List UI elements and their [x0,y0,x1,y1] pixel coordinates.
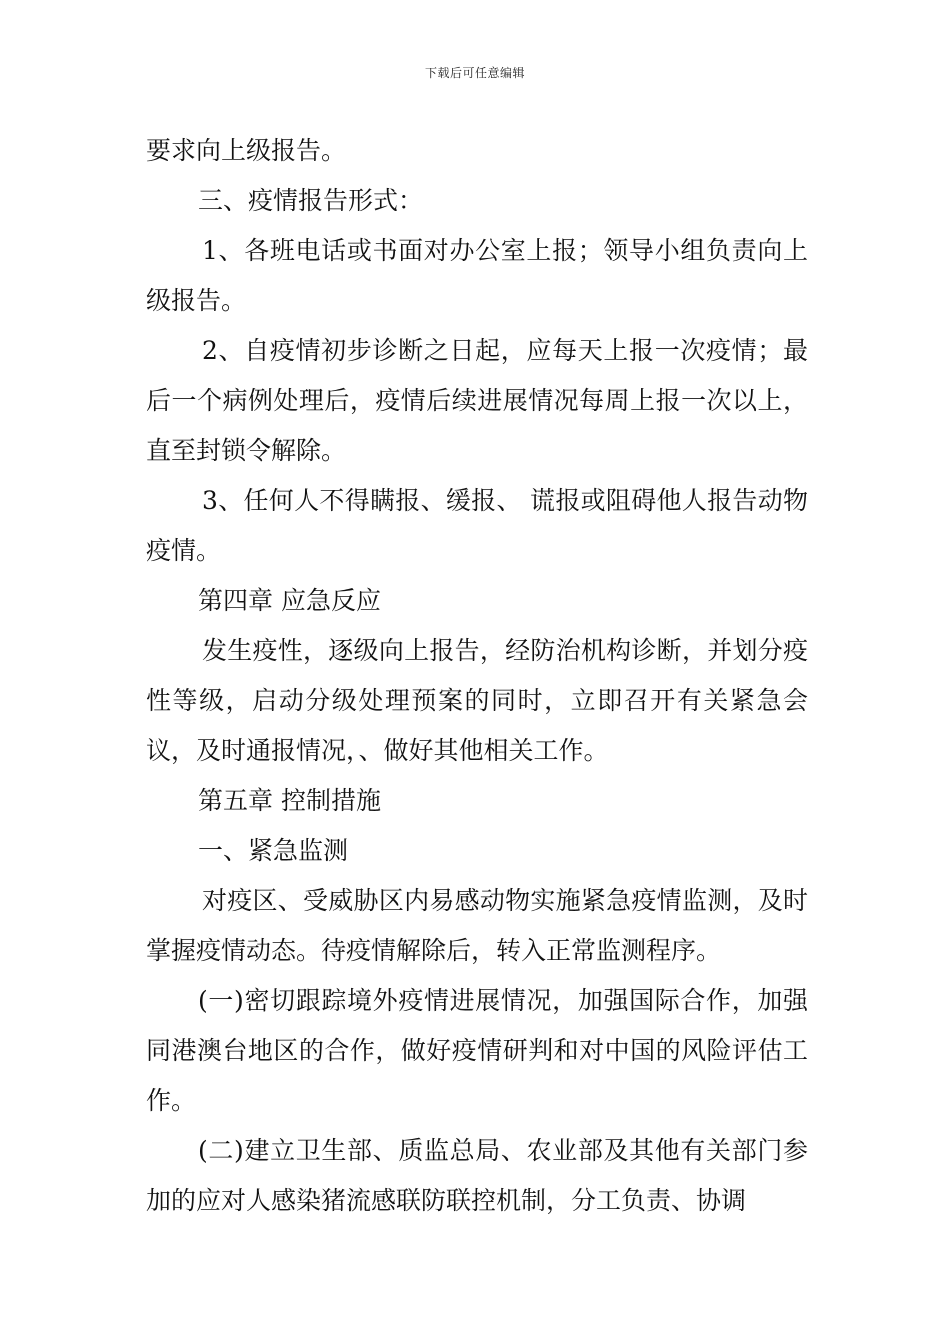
paragraph: 3、任何人不得瞒报、缓报、 谎报或阻碍他人报告动物疫情。 [146,486,808,565]
paragraph: (二)建立卫生部、质监总局、农业部及其他有关部门参加的应对人感染猪流感联防联控机制，分工负责、协调 [146,1136,808,1215]
paragraph: 对疫区、受威胁区内易感动物实施紧急疫情监测，及时掌握疫情动态。待疫情解除后，转入正常监测程序。 [146,886,808,965]
document-body [146,126,808,1226]
section-heading: 一、紧急监测 [198,836,349,865]
paragraph: 发生疫性，逐级向上报告，经防治机构诊断，并划分疫性等级，启动分级处理预案的同时，立即召开有关紧急会议，及时通报情况，、做好其他相关工作。 [146,636,808,765]
section-heading: 三、疫情报告形式： [198,186,424,215]
paragraph: 2、自疫情初步诊断之日起，应每天上报一次疫情；最后一个病例处理后，疫情后续进展情况每周上报一次以上，直至封锁令解除。 [146,336,808,465]
chapter-heading: 第五章 控制措施 [198,786,381,815]
paragraph: 1、各班电话或书面对办公室上报；领导小组负责向上级报告。 [146,236,808,315]
paragraph: (一)密切跟踪境外疫情进展情况，加强国际合作，加强同港澳台地区的合作，做好疫情研判和对中国的风险评估工作。 [146,986,808,1115]
paragraph: 要求向上级报告。 [146,136,347,165]
chapter-heading: 第四章 应急反应 [198,586,381,615]
page-header: 下载后可任意编辑 [424,66,525,80]
